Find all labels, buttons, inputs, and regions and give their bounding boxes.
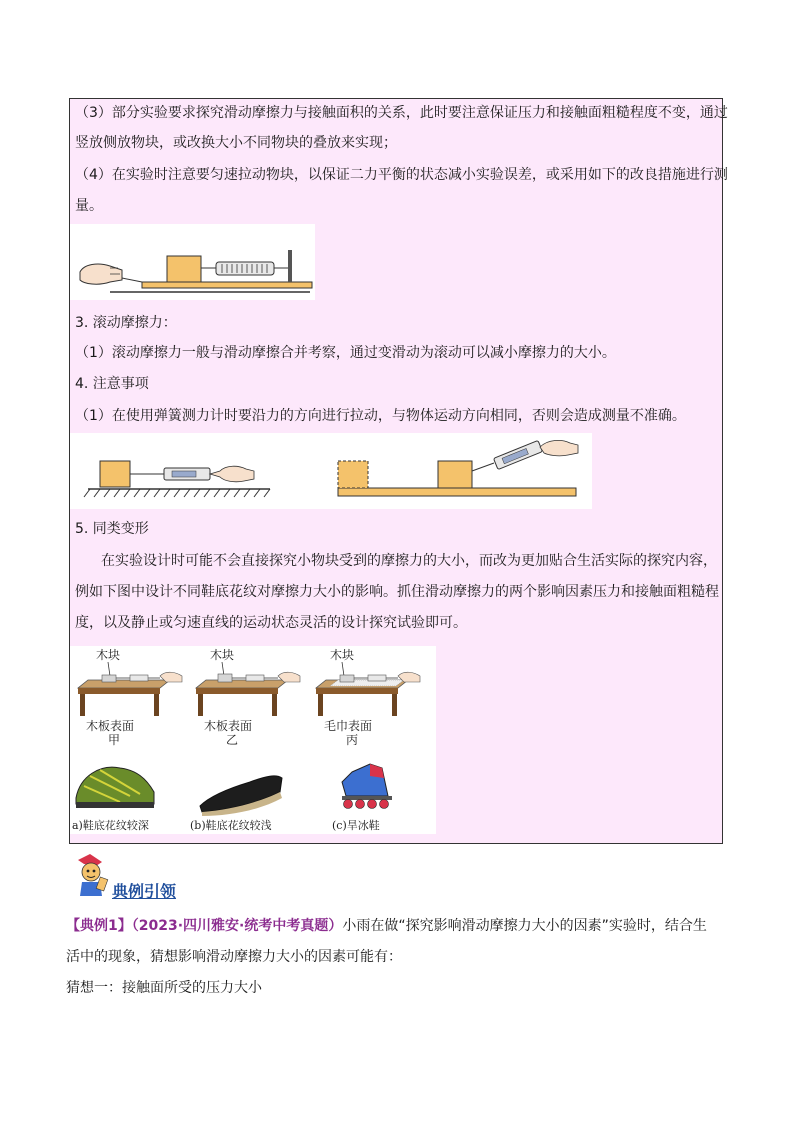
- heading-variations: 5. 同类变形: [75, 521, 149, 537]
- variation-para-line1: 在实验设计时可能不会直接探究小物块受到的摩擦力的大小，而改为更加贴合生活实际的探究内容，: [101, 553, 717, 569]
- table-bing: [316, 647, 420, 747]
- note-3-line2: 竖放侧放物块，或改换大小不同物块的叠放来实现；: [75, 135, 397, 151]
- surface-label-1: 木板表面: [86, 719, 135, 733]
- example-section-title: 典例引领: [112, 882, 177, 901]
- note-4-line1: （4）在实验时注意要匀速拉动物块，以保证二力平衡的状态减小实验误差，或采用如下的改良措施进行测: [75, 167, 728, 183]
- example-tag: 【典例1】: [66, 918, 132, 934]
- shoe-deep-tread: [76, 767, 154, 808]
- note-4-line2: 量。: [75, 198, 103, 214]
- block-label-3: 木块: [330, 648, 355, 662]
- example-source: （2023·四川雅安·统考中考真题）: [131, 918, 343, 934]
- improved-setup-figure: [70, 224, 315, 300]
- shoe-caption-3: (c)旱冰鞋: [332, 819, 380, 832]
- surface-tag-1: 甲: [108, 733, 121, 747]
- cartoon-mascot-icon: [72, 852, 110, 898]
- surface-tag-3: 丙: [346, 733, 359, 747]
- rolling-note-1: （1）滚动摩擦力一般与滑动摩擦合并考察，通过变滑动为滚动可以减小摩擦力的大小。: [75, 345, 616, 361]
- surface-label-3: 毛巾表面: [324, 719, 373, 733]
- block-label-2: 木块: [210, 648, 235, 662]
- pulling-direction-figure: [70, 433, 592, 509]
- example-question-line2: 活中的现象，猜想影响滑动摩擦力大小的因素可能有：: [66, 949, 402, 965]
- table-yi: [196, 647, 300, 747]
- precaution-note-1: （1）在使用弹簧测力计时要沿力的方向进行拉动，与物体运动方向相同，否则会造成测量不准确。: [75, 408, 686, 424]
- example-question-line1: [66, 917, 707, 935]
- example-guess-1: 猜想一：接触面所受的压力大小: [66, 980, 262, 996]
- heading-rolling-friction: 3. 滚动摩擦力：: [75, 315, 177, 331]
- block-label-1: 木块: [96, 648, 121, 662]
- heading-precautions: 4. 注意事项: [75, 376, 149, 392]
- variation-para-line3: 度，以及静止或匀速直线的运动状态灵活的设计探究试验即可。: [75, 615, 467, 631]
- note-3-line1: （3）部分实验要求探究滑动摩擦力与接触面积的关系，此时要注意保证压力和接触面粗糙程度不变，通过: [75, 105, 728, 121]
- surface-tag-2: 乙: [226, 733, 239, 747]
- shoe-caption-2: (b)鞋底花纹较浅: [190, 819, 272, 832]
- shoe-friction-figure: [70, 646, 436, 834]
- surface-label-2: 木板表面: [204, 719, 253, 733]
- shoe-shallow-tread: [200, 776, 282, 816]
- example-text-1: 小雨在做“探究影响滑动摩擦力大小的因素”实验时，结合生: [342, 918, 707, 934]
- variation-para-line2: 例如下图中设计不同鞋底花纹对摩擦力大小的影响。抓住滑动摩擦力的两个影响因素压力和接触面粗糙程: [75, 584, 719, 600]
- shoe-caption-1: a)鞋底花纹较深: [72, 819, 149, 832]
- roller-skate: [342, 764, 392, 809]
- table-jia: [78, 647, 182, 747]
